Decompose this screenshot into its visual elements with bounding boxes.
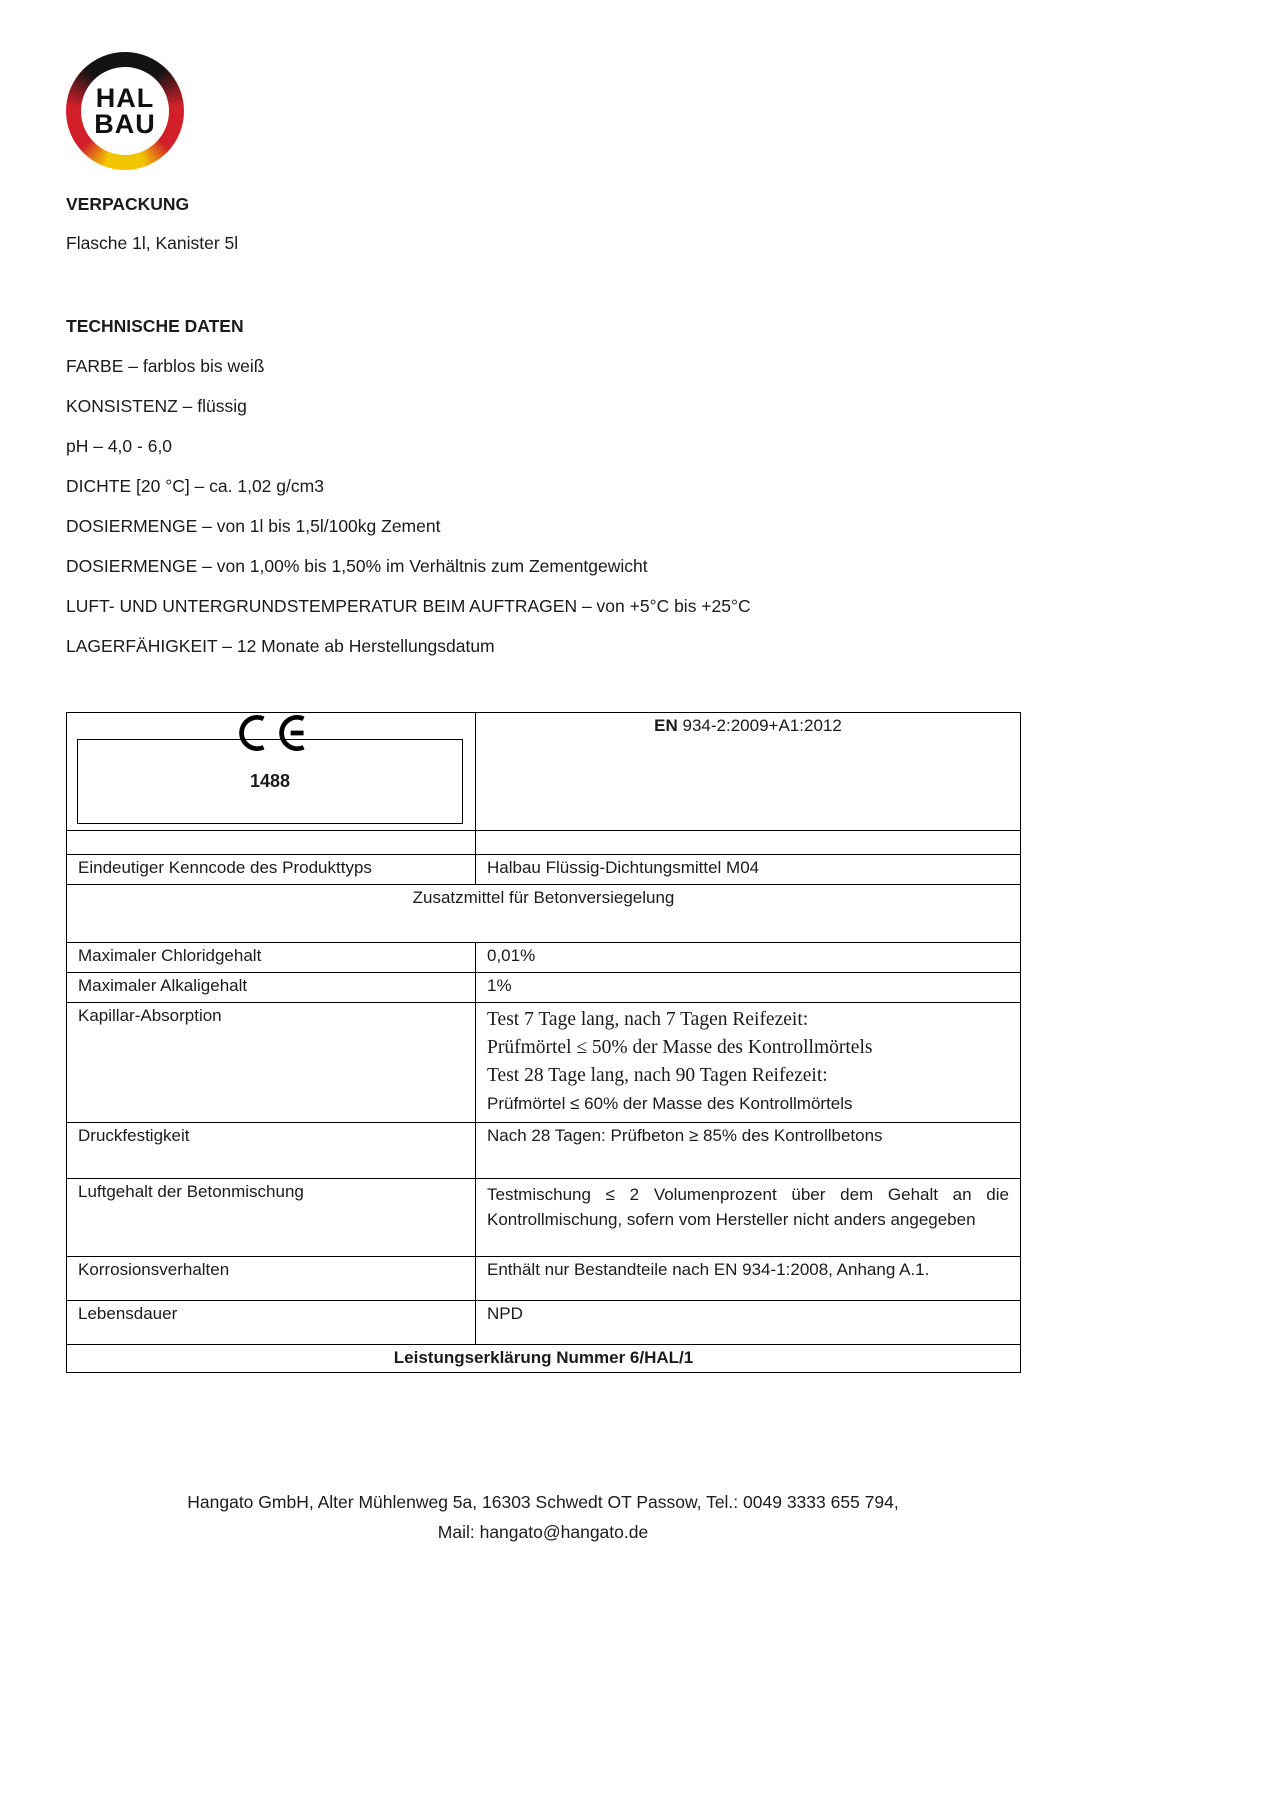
standard-prefix: EN (654, 716, 678, 735)
verpackung-text: Flasche 1l, Kanister 5l (66, 233, 239, 253)
korrosion-value: Enthält nur Bestandteile nach EN 934-1:2008, Anhang A.1. (476, 1257, 1021, 1301)
notified-body-number: 1488 (249, 771, 291, 791)
logo-line2: BAU (94, 109, 156, 139)
table-row (67, 713, 1021, 831)
table-row (67, 1345, 1021, 1373)
tech-item-dosiermenge-2: DOSIERMENGE – von 1,00% bis 1,50% im Verhältnis zum Zementgewicht (66, 556, 648, 576)
tech-item-dosiermenge-1: DOSIERMENGE – von 1l bis 1,5l/100kg Zement (66, 516, 441, 536)
korrosion-label: Korrosionsverhalten (67, 1257, 476, 1301)
tech-item-farbe: FARBE – farblos bis weiß (66, 356, 265, 376)
notified-body-number-box (77, 739, 463, 824)
spacer-cell (67, 831, 476, 855)
standard-cell (476, 713, 1021, 831)
intended-use: Zusatzmittel für Betonversiegelung (67, 885, 1021, 943)
table-row (67, 973, 1021, 1003)
ce-cell (67, 713, 476, 831)
table-row (67, 1301, 1021, 1345)
table-row (67, 1003, 1021, 1123)
druckfestigkeit-label: Druckfestigkeit (67, 1123, 476, 1179)
kenncode-value: Halbau Flüssig-Dichtungsmittel M04 (476, 855, 1021, 885)
tech-item-dichte: DICHTE [20 °C] – ca. 1,02 g/cm3 (66, 476, 324, 496)
table-row (67, 885, 1021, 943)
chlorid-value: 0,01% (476, 943, 1021, 973)
kapillar-line-3: Test 28 Tage lang, nach 90 Tagen Reifezeit: (487, 1065, 828, 1086)
document-page (66, 0, 1020, 1373)
performance-table (66, 712, 1021, 1373)
footer (66, 1487, 1020, 1547)
footer-email: Mail: hangato@hangato.de (437, 1522, 649, 1542)
kapillar-label: Kapillar-Absorption (67, 1003, 476, 1123)
tech-item-temperatur: LUFT- UND UNTERGRUNDSTEMPERATUR BEIM AUFTRAGEN – von +5°C bis +25°C (66, 596, 751, 616)
kapillar-line-4: Prüfmörtel ≤ 60% der Masse des Kontrollmörtels (487, 1094, 853, 1113)
tech-item-konsistenz: KONSISTENZ – flüssig (66, 396, 247, 416)
table-row (67, 831, 1021, 855)
technische-daten-heading: TECHNISCHE DATEN (66, 316, 244, 336)
kenncode-label: Eindeutiger Kenncode des Produkttyps (67, 855, 476, 885)
luftgehalt-value: Testmischung ≤ 2 Volumenprozent über dem Gehalt an die Kontrollmischung, sofern vom Hersteller nicht anders angegeben (476, 1179, 1021, 1257)
standard-number: 934-2:2009+A1:2012 (677, 716, 842, 735)
halbau-logo (66, 52, 184, 170)
verpackung-heading: VERPACKUNG (66, 194, 190, 214)
declaration-number: Leistungserklärung Nummer 6/HAL/1 (67, 1345, 1021, 1373)
table-row (67, 1179, 1021, 1257)
table-row (67, 1123, 1021, 1179)
chlorid-label: Maximaler Chloridgehalt (67, 943, 476, 973)
logo-text (81, 67, 169, 155)
table-row (67, 943, 1021, 973)
lebensdauer-label: Lebensdauer (67, 1301, 476, 1345)
footer-address: Hangato GmbH, Alter Mühlenweg 5a, 16303 Schwedt OT Passow, Tel.: 0049 3333 655 794, (187, 1492, 899, 1512)
logo-line1: HAL (95, 83, 155, 113)
spacer-cell (476, 831, 1021, 855)
druckfestigkeit-value: Nach 28 Tagen: Prüfbeton ≥ 85% des Kontrollbetons (476, 1123, 1021, 1179)
kapillar-value (476, 1003, 1021, 1123)
lebensdauer-value: NPD (476, 1301, 1021, 1345)
kapillar-line-2: Prüfmörtel ≤ 50% der Masse des Kontrollmörtels (487, 1037, 873, 1058)
table-row (67, 1257, 1021, 1301)
luftgehalt-label: Luftgehalt der Betonmischung (67, 1179, 476, 1257)
alkali-value: 1% (476, 973, 1021, 1003)
tech-item-ph: pH – 4,0 - 6,0 (66, 436, 173, 456)
tech-item-lagerfaehigkeit: LAGERFÄHIGKEIT – 12 Monate ab Herstellungsdatum (66, 636, 495, 656)
alkali-label: Maximaler Alkaligehalt (67, 973, 476, 1003)
table-row (67, 855, 1021, 885)
kapillar-line-1: Test 7 Tage lang, nach 7 Tagen Reifezeit: (487, 1009, 809, 1030)
